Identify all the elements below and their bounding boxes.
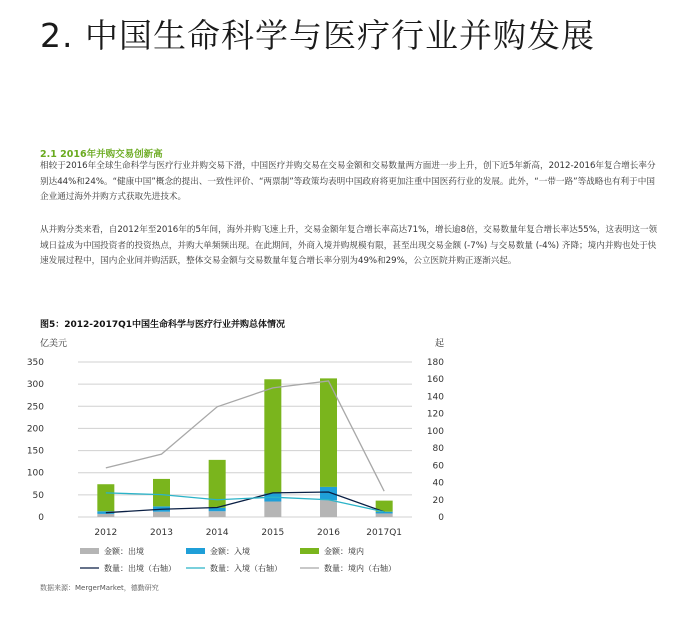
- bar-segment: [209, 511, 226, 517]
- legend-swatch: [80, 548, 99, 554]
- x-tick-label: 2013: [150, 528, 173, 538]
- y-right-tick-label: 80: [432, 444, 444, 455]
- y-right-unit-label: 起: [434, 339, 444, 349]
- y-left-tick-label: 100: [26, 468, 44, 479]
- x-tick-label: 2017Q1: [366, 528, 403, 538]
- legend-swatch: [186, 548, 205, 554]
- page-title: 2. 中国生命科学与医疗行业并购发展: [40, 16, 595, 55]
- y-left-tick-label: 300: [26, 380, 44, 391]
- section-heading: 2.1 2016年并购交易创新高: [40, 149, 163, 160]
- legend-label: 数量：境内（右轴）: [324, 564, 396, 573]
- y-right-tick-label: 20: [432, 495, 444, 506]
- x-tick-label: 2012: [94, 528, 118, 538]
- y-left-tick-label: 250: [26, 402, 44, 413]
- x-tick-label: 2014: [205, 528, 229, 538]
- legend: [80, 546, 396, 573]
- bar-segment: [153, 512, 170, 517]
- bar-segment: [153, 479, 170, 506]
- y-left-tick-label: 0: [38, 513, 44, 523]
- x-tick-label: 2015: [261, 528, 285, 538]
- y-right-tick-label: 180: [426, 358, 444, 368]
- y-right-tick-label: 140: [426, 392, 444, 403]
- y-left-unit-label: 亿美元: [40, 339, 68, 349]
- bar-segment: [264, 502, 281, 518]
- bar-segment: [97, 514, 114, 517]
- bar-segment: [209, 460, 226, 508]
- legend-label: 数量：入境（右轴）: [210, 564, 282, 573]
- y-left-tick-label: 350: [26, 358, 44, 368]
- y-right-tick-label: 40: [432, 478, 444, 489]
- legend-label: 金额：出境: [104, 547, 144, 556]
- bar-segment: [376, 513, 393, 517]
- legend-swatch: [300, 548, 319, 554]
- series-line: [106, 493, 384, 512]
- y-right-tick-label: 120: [426, 409, 444, 420]
- y-right-tick-label: 0: [438, 513, 444, 523]
- line-series: [106, 381, 384, 513]
- legend-label: 金额：入境: [210, 547, 250, 556]
- y-right-tick-label: 60: [432, 461, 444, 472]
- y-left-tick-label: 50: [32, 490, 44, 501]
- bar-segment: [264, 379, 281, 493]
- bar-series: [97, 378, 392, 517]
- legend-label: 数量：出境（右轴）: [104, 564, 176, 573]
- y-left-tick-label: 200: [26, 424, 44, 435]
- y-right-tick-label: 100: [426, 426, 444, 437]
- y-right-tick-label: 160: [426, 375, 444, 386]
- figure-title: 图5：2012-2017Q1中国生命科学与医疗行业并购总体情况: [40, 320, 286, 330]
- body-paragraph-2: 从并购分类来看，自2012年至2016年的5年间，海外并购飞速上升，交易金额年复合增长率高达71%，增长逾8倍，交易数量年复合增长率达55%，这表明这一领域日益成为中国投资者的投资热点，并购大单频频出现。在此期间，外商入境并购规模有限，甚至出现交易金额 (-7%) 与交易数量 (-4%) 齐降；境内并购也处于快速发展过程中，国内企业间并购活跃，整体交易金额与交易数量年复合增长率分别为49%和29%，公立医院并购正逐渐兴起。: [40, 225, 658, 267]
- data-source-note: 数据来源：MergerMarket，德勤研究: [40, 584, 159, 592]
- bar-segment: [97, 484, 114, 511]
- bar-segment: [320, 500, 337, 517]
- y-left-tick-label: 150: [26, 446, 44, 457]
- bar-segment: [376, 512, 393, 514]
- bar-segment: [320, 378, 337, 487]
- series-line: [106, 381, 384, 491]
- legend-label: 金额：境内: [324, 547, 364, 556]
- body-paragraph-1: 相较于2016年全球生命科学与医疗行业并购交易下滑，中国医疗并购交易在交易金额和交易数量两方面进一步上升，创下近5年新高，2012-2016年复合增长率分别达44%和24%。“健康中国”概念的提出、一致性评价、“两票制”等政策均表明中国政府将更加注重中国医药行业的发展。此外，“一带一路”等战略也有利于中国企业通过海外并购方式获取先进技术。: [40, 161, 656, 203]
- x-tick-label: 2016: [317, 528, 340, 538]
